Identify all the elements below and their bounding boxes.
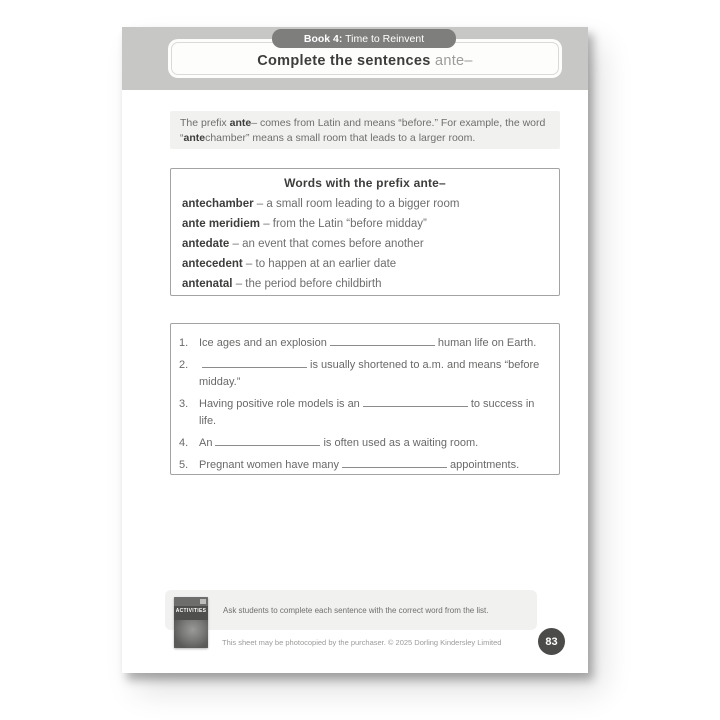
sentence-item [179, 335, 549, 352]
word-definition: – a small room leading to a bigger room [256, 198, 460, 210]
word-entry [182, 254, 548, 274]
answer-blank [202, 359, 307, 368]
word-definition: – an event that comes before another [232, 238, 424, 250]
header-band [122, 27, 588, 90]
worksheet-page [122, 27, 588, 673]
book-cover-thumbnail [174, 597, 208, 648]
intro-text: chamber” means a small room that leads to a larger room. [205, 131, 476, 144]
book-title: Time to Reinvent [342, 32, 425, 45]
sentence-text [199, 457, 549, 474]
sentence-text [199, 396, 549, 430]
sentence-post: appointments. [450, 459, 520, 471]
answer-blank [342, 459, 447, 468]
intro-bold-prefix: ante [229, 117, 252, 129]
word-list-title: Words with the prefix ante– [284, 176, 446, 190]
word-list-box [170, 168, 560, 296]
sentence-pre: Pregnant women have many [199, 459, 340, 471]
sentence-post: to success in life. [199, 398, 535, 427]
intro-bold-prefix: ante [183, 131, 206, 144]
copyright-line: This sheet may be photocopied by the purchaser. © 2025 Dorling Kindersley Limited [222, 638, 502, 647]
sentence-text [199, 335, 549, 352]
word-term: antenatal [182, 278, 233, 290]
page-title-suffix: ante– [430, 53, 473, 69]
sentence-item [179, 457, 549, 474]
word-term: ante meridiem [182, 218, 260, 230]
sentence-number: 3. [179, 398, 189, 410]
word-definition: – from the Latin “before midday” [263, 218, 427, 230]
answer-blank [330, 337, 435, 346]
word-entry [182, 234, 548, 254]
sentence-item [179, 357, 549, 391]
word-entry [182, 214, 548, 234]
teacher-instruction: Ask students to complete each sentence with the correct word from the list. [223, 605, 489, 615]
page-number-badge: 83 [538, 628, 565, 655]
sentence-number: 5. [179, 459, 189, 471]
sentence-item [179, 396, 549, 430]
intro-paragraph [170, 111, 560, 149]
teacher-instruction-box [165, 590, 537, 630]
page-title-main: Complete the sentences [257, 53, 431, 69]
sentence-text [199, 435, 549, 452]
word-term: antechamber [182, 198, 254, 210]
intro-text: The prefix [180, 117, 230, 129]
publisher-logo-icon [200, 599, 206, 604]
word-entry [182, 194, 548, 214]
sentence-pre: Having positive role models is an [199, 398, 360, 410]
answer-blank [363, 398, 468, 407]
sentences-box [170, 323, 560, 475]
word-entry [182, 274, 548, 294]
sentence-number: 1. [179, 337, 189, 349]
sentence-pre: Ice ages and an explosion [199, 337, 327, 349]
book-cover-photo [174, 620, 208, 648]
sentence-number: 2. [179, 359, 189, 371]
word-term: antecedent [182, 258, 243, 270]
word-term: antedate [182, 238, 230, 250]
sentence-pre: An [199, 437, 213, 449]
answer-blank [215, 437, 320, 446]
book-number: Book 4: [303, 32, 343, 45]
sentence-post: is often used as a waiting room. [323, 437, 479, 449]
intro-text: – comes from Latin and means “before.” For example, the word “ [180, 117, 546, 144]
word-definition: – the period before childbirth [235, 278, 382, 290]
sentence-text [199, 357, 549, 391]
sentence-number: 4. [179, 437, 189, 449]
book-cover-title: ACTIVITIES [175, 608, 207, 614]
sentence-post: is usually shortened to a.m. and means “before midday.” [199, 359, 540, 388]
word-definition: – to happen at an earlier date [245, 258, 397, 270]
book-series-badge [272, 29, 456, 48]
page-title [257, 53, 473, 69]
sentence-post: human life on Earth. [437, 337, 537, 349]
sentence-item [179, 435, 549, 452]
